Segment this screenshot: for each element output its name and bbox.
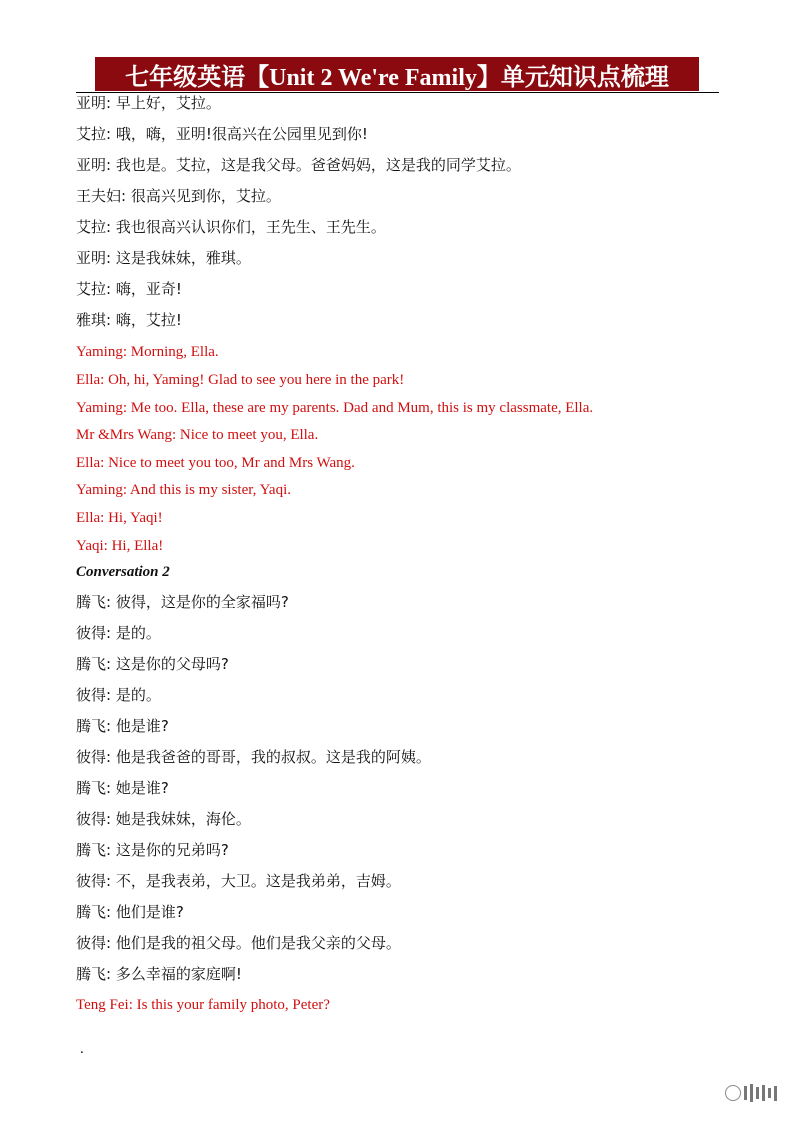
- chinese-dialogue-line: 腾飞: 彼得，这是你的全家福吗?: [76, 593, 289, 611]
- chinese-dialogue-line: 彼得: 他们是我的祖父母。他们是我父亲的父母。: [76, 934, 401, 952]
- watermark-bar-icon: [774, 1086, 777, 1101]
- chinese-dialogue-line: 腾飞: 这是你的兄弟吗?: [76, 841, 229, 859]
- chinese-dialogue-line: 王夫妇: 很高兴见到你，艾拉。: [76, 187, 281, 205]
- chinese-dialogue-line: 艾拉: 哦，嗨，亚明!很高兴在公园里见到你!: [76, 125, 368, 143]
- watermark-bar-icon: [768, 1088, 771, 1098]
- english-dialogue-line: Ella: Hi, Yaqi!: [76, 510, 163, 526]
- chinese-dialogue-line: 亚明: 我也是。艾拉，这是我父母。爸爸妈妈，这是我的同学艾拉。: [76, 156, 521, 174]
- chinese-dialogue-line: 腾飞: 他们是谁?: [76, 903, 184, 921]
- trailing-mark: .: [80, 1041, 84, 1057]
- title-banner: [95, 57, 699, 91]
- chinese-dialogue-line: 彼得: 他是我爸爸的哥哥，我的叔叔。这是我的阿姨。: [76, 748, 431, 766]
- section-heading: Conversation 2: [76, 564, 170, 580]
- page-title: 七年级英语【Unit 2 We're Family】单元知识点梳理: [125, 64, 669, 91]
- chinese-dialogue-line: 彼得: 是的。: [76, 624, 161, 642]
- watermark-bar-icon: [756, 1087, 759, 1099]
- chinese-dialogue-line: 彼得: 不，是我表弟，大卫。这是我弟弟，吉姆。: [76, 872, 401, 890]
- english-dialogue-line: Yaming: Morning, Ella.: [76, 344, 219, 360]
- english-dialogue-line: Teng Fei: Is this your family photo, Peter?: [76, 997, 330, 1013]
- english-dialogue-line: Yaqi: Hi, Ella!: [76, 538, 164, 554]
- english-dialogue-line: Mr &Mrs Wang: Nice to meet you, Ella.: [76, 427, 319, 443]
- watermark-bar-icon: [762, 1085, 765, 1101]
- watermark-bar-icon: [750, 1084, 753, 1102]
- chinese-dialogue-line: 亚明: 这是我妹妹，雅琪。: [76, 249, 251, 267]
- title-underline: [76, 92, 719, 93]
- chinese-dialogue-line: 腾飞: 多么幸福的家庭啊!: [76, 965, 242, 983]
- english-dialogue-line: Ella: Oh, hi, Yaming! Glad to see you here in the park!: [76, 372, 405, 388]
- chinese-dialogue-line: 腾飞: 这是你的父母吗?: [76, 655, 229, 673]
- chinese-dialogue-line: 艾拉: 我也很高兴认识你们，王先生、王先生。: [76, 218, 386, 236]
- english-dialogue-line: Yaming: Me too. Ella, these are my parents. Dad and Mum, this is my classmate, Ella.: [76, 400, 594, 416]
- chinese-dialogue-line: 彼得: 是的。: [76, 686, 161, 704]
- chinese-dialogue-line: 彼得: 她是我妹妹，海伦。: [76, 810, 251, 828]
- chinese-dialogue-line: 腾飞: 她是谁?: [76, 779, 169, 797]
- chinese-dialogue-line: 艾拉: 嗨，亚奇!: [76, 280, 182, 298]
- chinese-dialogue-line: 亚明: 早上好，艾拉。: [76, 94, 221, 112]
- watermark-bar-icon: [744, 1086, 747, 1100]
- chinese-dialogue-line: 雅琪: 嗨，艾拉!: [76, 311, 182, 329]
- english-dialogue-line: Ella: Nice to meet you too, Mr and Mrs Wang.: [76, 455, 355, 471]
- watermark-logo: [725, 1084, 777, 1102]
- watermark-circle-icon: [725, 1085, 741, 1101]
- english-dialogue-line: Yaming: And this is my sister, Yaqi.: [76, 482, 292, 498]
- chinese-dialogue-line: 腾飞: 他是谁?: [76, 717, 169, 735]
